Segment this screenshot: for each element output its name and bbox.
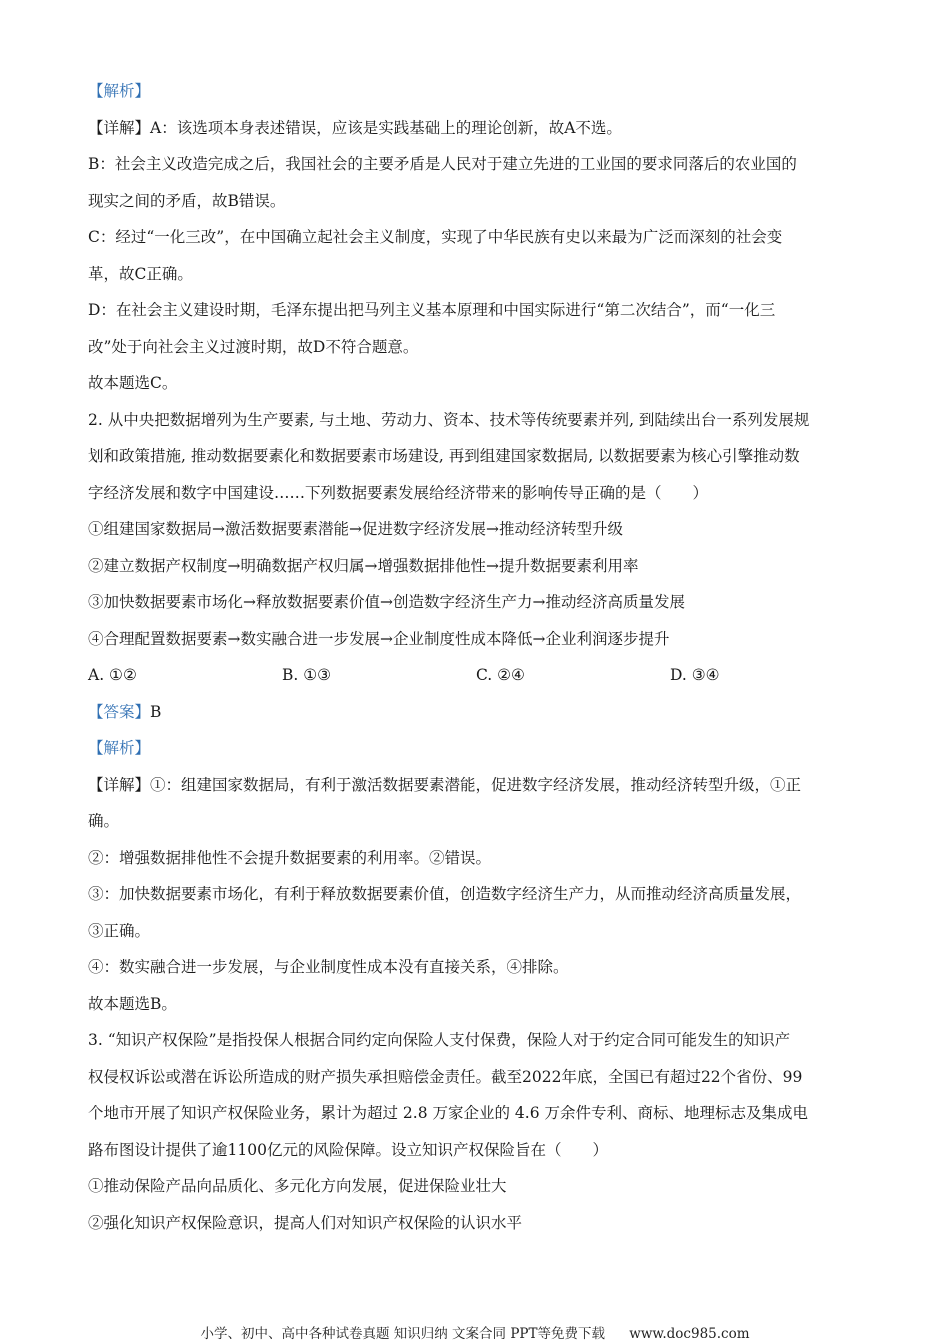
detail-tag: 【详解】 xyxy=(88,775,151,794)
q1-detail-b-line1: B：社会主义改造完成之后，我国社会的主要矛盾是人民对于建立先进的工业国的要求同落后的农业国的 xyxy=(88,155,797,173)
q2-detail-3-line1: ③：加快数据要素市场化，有利于释放数据要素价值，创造数字经济生产力，从而推动经济高质量发展， xyxy=(88,885,802,903)
answer-tag: 【答案】 xyxy=(88,702,151,721)
q2-options xyxy=(88,664,864,686)
page-footer xyxy=(0,1322,950,1342)
q2-item-3: ③加快数据要素市场化→释放数据要素价值→创造数字经济生产力→推动经济高质量发展 xyxy=(88,593,685,611)
footer-text: 小学、初中、高中各种试卷真题 知识归纳 文案合同 PPT等免费下载 xyxy=(200,1326,605,1342)
q2-item-1: ①组建国家数据局→激活数据要素潜能→促进数字经济发展→推动经济转型升级 xyxy=(88,520,623,538)
q2-stem-line1: 2. 从中央把数据增列为生产要素, 与土地、劳动力、资本、技术等传统要素并列, 到陆续出台一系列发展规 xyxy=(88,410,810,429)
q2-stem-line3: 字经济发展和数字中国建设……下列数据要素发展给经济带来的影响传导正确的是（ ） xyxy=(88,483,709,502)
q2-option-d: D. ③④ xyxy=(670,666,720,684)
q1-detail-c-line2: 革，故C正确。 xyxy=(88,264,193,283)
answer-value: B xyxy=(150,702,162,721)
q2-answer xyxy=(88,701,864,723)
q1-detail-d-line2: 改”处于向社会主义过渡时期，故D不符合题意。 xyxy=(88,337,419,356)
q3-item-2: ②强化知识产权保险意识，提高人们对知识产权保险的认识水平 xyxy=(88,1213,523,1232)
q2-analysis-tag: 【解析】 xyxy=(88,739,151,757)
q1-detail-c-line1: C：经过“一化三改”，在中国确立起社会主义制度，实现了中华民族有史以来最为广泛而深刻的社会变 xyxy=(88,228,783,246)
q3-stem-line3: 个地市开展了知识产权保险业务，累计为超过 2.8 万家企业的 4.6 万余件专利、商标、地理标志及集成电 xyxy=(88,1104,809,1122)
q2-detail-1-line2: 确。 xyxy=(88,812,120,830)
q2-detail-1-line1: 【详解】①：组建国家数据局，有利于激活数据要素潜能，促进数字经济发展，推动经济转型升级，①正 xyxy=(88,775,802,794)
q1-detail-d-line1: D：在社会主义建设时期，毛泽东提出把马列主义基本原理和中国实际进行“第二次结合”，而“一化三 xyxy=(88,301,776,319)
document-body xyxy=(88,80,864,1248)
q3-stem-line2: 权侵权诉讼或潜在诉讼所造成的财产损失承担赔偿金责任。截至2022年底，全国已有超过22个省份、99 xyxy=(88,1067,803,1086)
q3-stem-line1: 3. “知识产权保险”是指投保人根据合同约定向保险人支付保费，保险人对于约定合同可能发生的知识产 xyxy=(88,1031,791,1049)
q3-item-1: ①推动保险产品向品质化、多元化方向发展，促进保险业壮大 xyxy=(88,1177,507,1195)
q2-conclusion: 故本题选B。 xyxy=(88,994,177,1013)
q2-option-c: C. ②④ xyxy=(476,666,525,684)
q2-option-b: B. ①③ xyxy=(282,666,332,684)
q2-detail-2: ②：增强数据排他性不会提升数据要素的利用率。②错误。 xyxy=(88,848,492,867)
q1-detail-b-line2: 现实之间的矛盾，故B错误。 xyxy=(88,191,286,210)
q2-item-2: ②建立数据产权制度→明确数据产权归属→增强数据排他性→提升数据要素利用率 xyxy=(88,556,639,575)
footer-url[interactable]: www.doc985.com xyxy=(629,1326,750,1342)
q1-conclusion: 故本题选C。 xyxy=(88,374,178,392)
q1-analysis-tag: 【解析】 xyxy=(88,82,151,100)
q2-detail-4: ④：数实融合进一步发展，与企业制度性成本没有直接关系，④排除。 xyxy=(88,958,569,976)
detail-tag: 【详解】 xyxy=(88,118,151,137)
q2-detail-3-line2: ③正确。 xyxy=(88,921,151,940)
q2-stem-line2: 划和政策措施, 推动数据要素化和数据要素市场建设, 再到组建国家数据局, 以数据要素为核心引擎推动数 xyxy=(88,447,800,465)
q2-option-a: A. ①② xyxy=(88,666,137,684)
q1-detail-a: 【详解】A：该选项本身表述错误，应该是实践基础上的理论创新，故A不选。 xyxy=(88,118,622,137)
q2-item-4: ④合理配置数据要素→数实融合进一步发展→企业制度性成本降低→企业利润逐步提升 xyxy=(88,629,670,648)
q3-stem-line4: 路布图设计提供了逾1100亿元的风险保障。设立知识产权保险旨在（ ） xyxy=(88,1140,608,1159)
